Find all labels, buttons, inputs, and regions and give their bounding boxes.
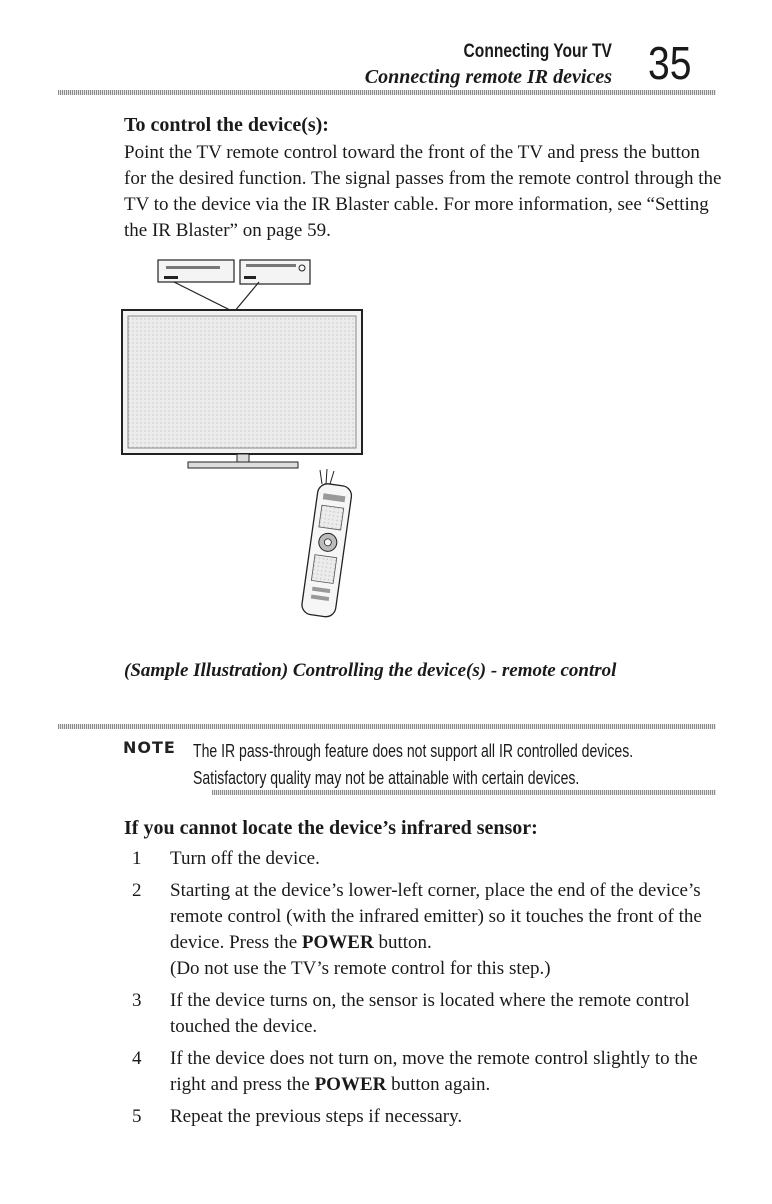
step-text: Repeat the previous steps if necessary. — [170, 1106, 463, 1127]
step-text: Starting at the device’s lower-left corner, place the end of the device’s remote control (with the infrared emitter) so it touches the front of the device. Press the — [170, 880, 702, 953]
header-divider — [58, 90, 716, 95]
step-number: 5 — [132, 1106, 142, 1127]
section1-paragraph: Point the TV remote control toward the front of the TV and press the button for the desired function. The signal passes from the remote control through the TV to the device via the IR Blaster cable. For more information, see “Setting the IR Blaster” on page 59. — [124, 142, 722, 241]
note-line: Satisfactory quality may not be attainable with certain devices. — [193, 768, 580, 788]
external-device-2-icon — [240, 260, 310, 284]
list-item — [124, 878, 724, 982]
note-text — [193, 738, 634, 792]
list-item — [124, 1046, 724, 1098]
illustration-figure — [120, 258, 370, 618]
note-divider-bottom — [212, 790, 716, 795]
steps-list — [124, 846, 724, 1136]
list-item — [124, 1104, 724, 1130]
step-number: 4 — [132, 1048, 142, 1069]
step-number: 1 — [132, 848, 142, 869]
list-item — [124, 846, 724, 872]
step-text: button again. — [386, 1074, 491, 1095]
chapter-title: Connecting Your TV — [463, 41, 612, 62]
ir-signal-icon — [320, 469, 334, 484]
step-keyword: POWER — [314, 1074, 387, 1095]
note-line: The IR pass-through feature does not support all IR controlled devices. — [193, 741, 634, 761]
step-text: If the device does not turn on, move the remote control slightly to the right and press the — [170, 1048, 698, 1095]
step-text: button. — [373, 932, 432, 953]
step-extra: (Do not use the TV’s remote control for this step.) — [170, 958, 551, 979]
page-number: 35 — [648, 37, 692, 89]
tv-icon — [122, 310, 362, 468]
external-device-1-icon — [158, 260, 234, 282]
section2-heading: If you cannot locate the device’s infrared sensor: — [124, 817, 538, 839]
tv-remote-illustration — [120, 258, 370, 618]
note-divider-top — [58, 724, 716, 729]
step-text: Turn off the device. — [170, 848, 320, 869]
step-text: If the device turns on, the sensor is located where the remote control touched the device. — [170, 990, 690, 1037]
section1-heading: To control the device(s): — [124, 114, 329, 136]
list-item — [124, 988, 724, 1040]
section-title: Connecting remote IR devices — [364, 66, 612, 88]
step-keyword: POWER — [301, 932, 374, 953]
remote-control-icon — [301, 483, 353, 618]
figure-caption: (Sample Illustration) Controlling the device(s) - remote control — [124, 660, 617, 681]
step-number: 2 — [132, 880, 142, 901]
ir-blaster-cable-icon — [174, 282, 259, 312]
step-number: 3 — [132, 990, 142, 1011]
note-label: NOTE — [123, 738, 176, 757]
